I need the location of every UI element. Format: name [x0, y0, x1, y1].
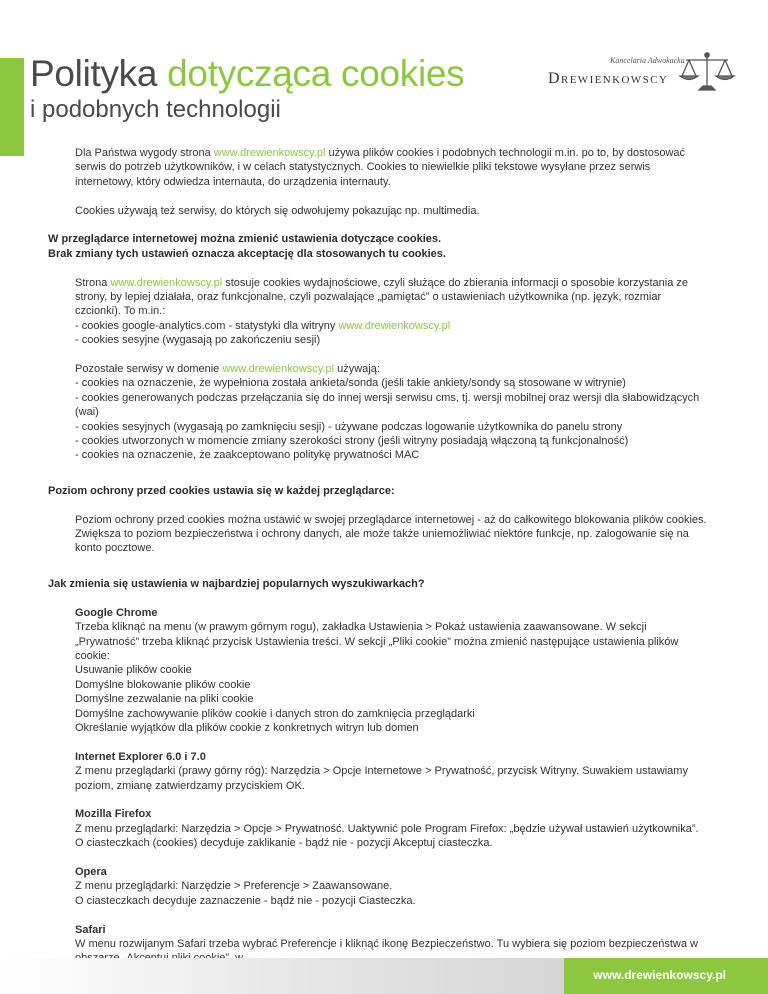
footer-url-link[interactable]: www.drewienkowscy.pl: [593, 968, 726, 982]
title-part1: Polityka: [30, 53, 158, 94]
browsers-heading: Jak zmienia się ustawienia w najbardziej popularnych wyszukiwarkach?: [48, 577, 425, 590]
site-cookies-paragraph: [0, 276, 768, 319]
site-link[interactable]: www.drewienkowscy.pl: [338, 319, 451, 332]
intro-paragraph-2: Cookies używają też serwisy, do których się odwołujemy pokazując np. multimedia.: [75, 204, 480, 217]
site-cookies-text-a: Strona: [75, 276, 111, 289]
site-link[interactable]: www.drewienkowscy.pl: [213, 147, 326, 159]
other-services-intro: [0, 362, 768, 376]
list-item: Domyślne blokowanie plików cookie: [75, 678, 251, 691]
page-title-block: [30, 52, 464, 124]
site-link[interactable]: www.drewienkowscy.pl: [110, 276, 223, 289]
intro-text-a: Dla Państwa wygody strona: [75, 147, 214, 159]
list-item: [0, 319, 768, 333]
protection-heading: Poziom ochrony przed cookies ustawia się w każdej przeglądarce:: [48, 484, 395, 497]
page-subtitle: i podobnych technologii: [30, 96, 281, 123]
document-body: [0, 146, 768, 966]
logo: [548, 50, 738, 95]
logo-tagline: Kancelaria Adwokacka: [610, 56, 685, 65]
site-cookies-item1: - cookies google-analytics.com - statystyki dla witryny: [75, 319, 339, 332]
list-item: - cookies na oznaczenie, że wypełniona została ankieta/sonda (jeśli takie ankiety/sondy są stosowane w witrynie): [75, 377, 626, 390]
accent-bar: [0, 58, 24, 156]
list-item: Domyślne zachowywanie plików cookie i danych stron do zamknięcia przeglądarki: [75, 707, 475, 720]
list-item: - cookies sesyjnych (wygasają po zamknięciu sesji) - używane podczas logowanie użytkownika do panelu strony: [75, 420, 623, 433]
protection-text: Poziom ochrony przed cookies można ustawić w swojej przeglądarce internetowej - aż do całkowitego blokowania plików cookies. Zwiększa to poziom bezpieczeństwa i ochrony danych, ale może także uniemożliwiać niektóre funkcje, np. zalogowanie się na konto pocztowe.: [75, 513, 707, 555]
scales-of-justice-icon: [676, 50, 738, 94]
list-item: Domyślne zezwalanie na pliki cookie: [75, 693, 254, 706]
site-cookies-text-b: stosuje cookies wydajnościowe, czyli służące do zbierania informacji o sposobie korzystania ze strony, by lepiej działała, oraz funkcjonalne, czyli pozwalające „pamiętać” o ustawieniach użytkownika (np. język, rozmiar czcionki). To m.in.:: [75, 276, 689, 318]
list-item: Określanie wyjątków dla plików cookie z konkretnych witryn lub domen: [75, 721, 419, 734]
list-item: - cookies sesyjne (wygasają po zakończeniu sesji): [75, 334, 321, 347]
safari-text: W menu rozwijanym Safari trzeba wybrać Preferencje i kliknąć ikonę Bezpieczeństwo. Tu wybiera się poziom bezpieczeństwa w: [75, 937, 698, 950]
safari-heading: Safari: [75, 923, 106, 936]
chrome-text: Trzeba kliknąć na menu (w prawym górnym rogu), zakładka Ustawienia > Pokaż ustawienia zaawansowane. W sekcji „Prywatność” trzeba kliknąć przycisk Ustawienia treści. W sekcji „Pliki cookie” można zmienić następujące ustawienia plików cookie:: [75, 621, 679, 662]
list-item: - cookies na oznaczenie, że zaakceptowano politykę prywatności MAC: [75, 449, 420, 462]
opera-heading: Opera: [75, 865, 107, 878]
logo-name: Drewienkowscy: [548, 70, 669, 87]
other-services-text-a: Pozostałe serwisy w domenie: [75, 363, 223, 376]
page-title: [30, 52, 464, 96]
chrome-heading: Google Chrome: [75, 606, 158, 619]
ie-text: Z menu przeglądarki (prawy górny róg): Narzędzia > Opcje Internetowe > Prywatność, przycisk Witryny. Suwakiem ustawiamy poziom, zmianę zatwierdzamy przyciskiem OK.: [75, 765, 688, 792]
ie-heading: Internet Explorer 6.0 i 7.0: [75, 750, 206, 763]
site-link[interactable]: www.drewienkowscy.pl: [222, 363, 335, 376]
opera-line-1: Z menu przeglądarki: Narzędzie > Preferencje > Zaawansowane.: [75, 880, 393, 893]
list-item: - cookies utworzonych w momencie zmiany szerokości strony (jeśli witryny posiadają włączoną tą funkcjonalność): [75, 435, 629, 448]
other-services-text-b: używają:: [334, 363, 380, 376]
firefox-text: Z menu przeglądarki: Narzędzia > Opcje > Prywatność. Uaktywnić pole Program Firefox: „będzie używał ustawień użytkownika”. O ciasteczkach (cookies) decyduje zaklikanie - bądź nie - pozycji Akceptuj ciasteczka.: [75, 822, 699, 850]
opera-line-2: O ciasteczkach decyduje zaznaczenie - bądź nie - pozycji Ciasteczka.: [75, 894, 416, 907]
intro-paragraph: [0, 146, 768, 189]
intro-text-b: używa plików cookies i podobnych technologii m.in. po to, by dostosować serwis do potrzeb użytkowników, i w celach statystycznych. Cookies to niewielkie pliki tekstowe wysyłane przez serwis internetowy, który odwiedza internauta, do urządzenia internauty.: [75, 147, 685, 188]
list-item: Usuwanie plików cookie: [75, 664, 192, 677]
notice-line-1: W przeglądarce internetowej można zmienić ustawienia dotyczące cookies.: [48, 233, 442, 246]
notice-line-2: Brak zmiany tych ustawień oznacza akceptację dla stosowanych tu cookies.: [48, 247, 446, 260]
title-part2: dotycząca cookies: [167, 53, 465, 94]
firefox-heading: Mozilla Firefox: [75, 808, 152, 821]
list-item: - cookies generowanych podczas przełączania się do innej wersji serwisu cms, tj. wersji mobilnej oraz wersji dla słabowidzących (wai): [75, 391, 700, 419]
